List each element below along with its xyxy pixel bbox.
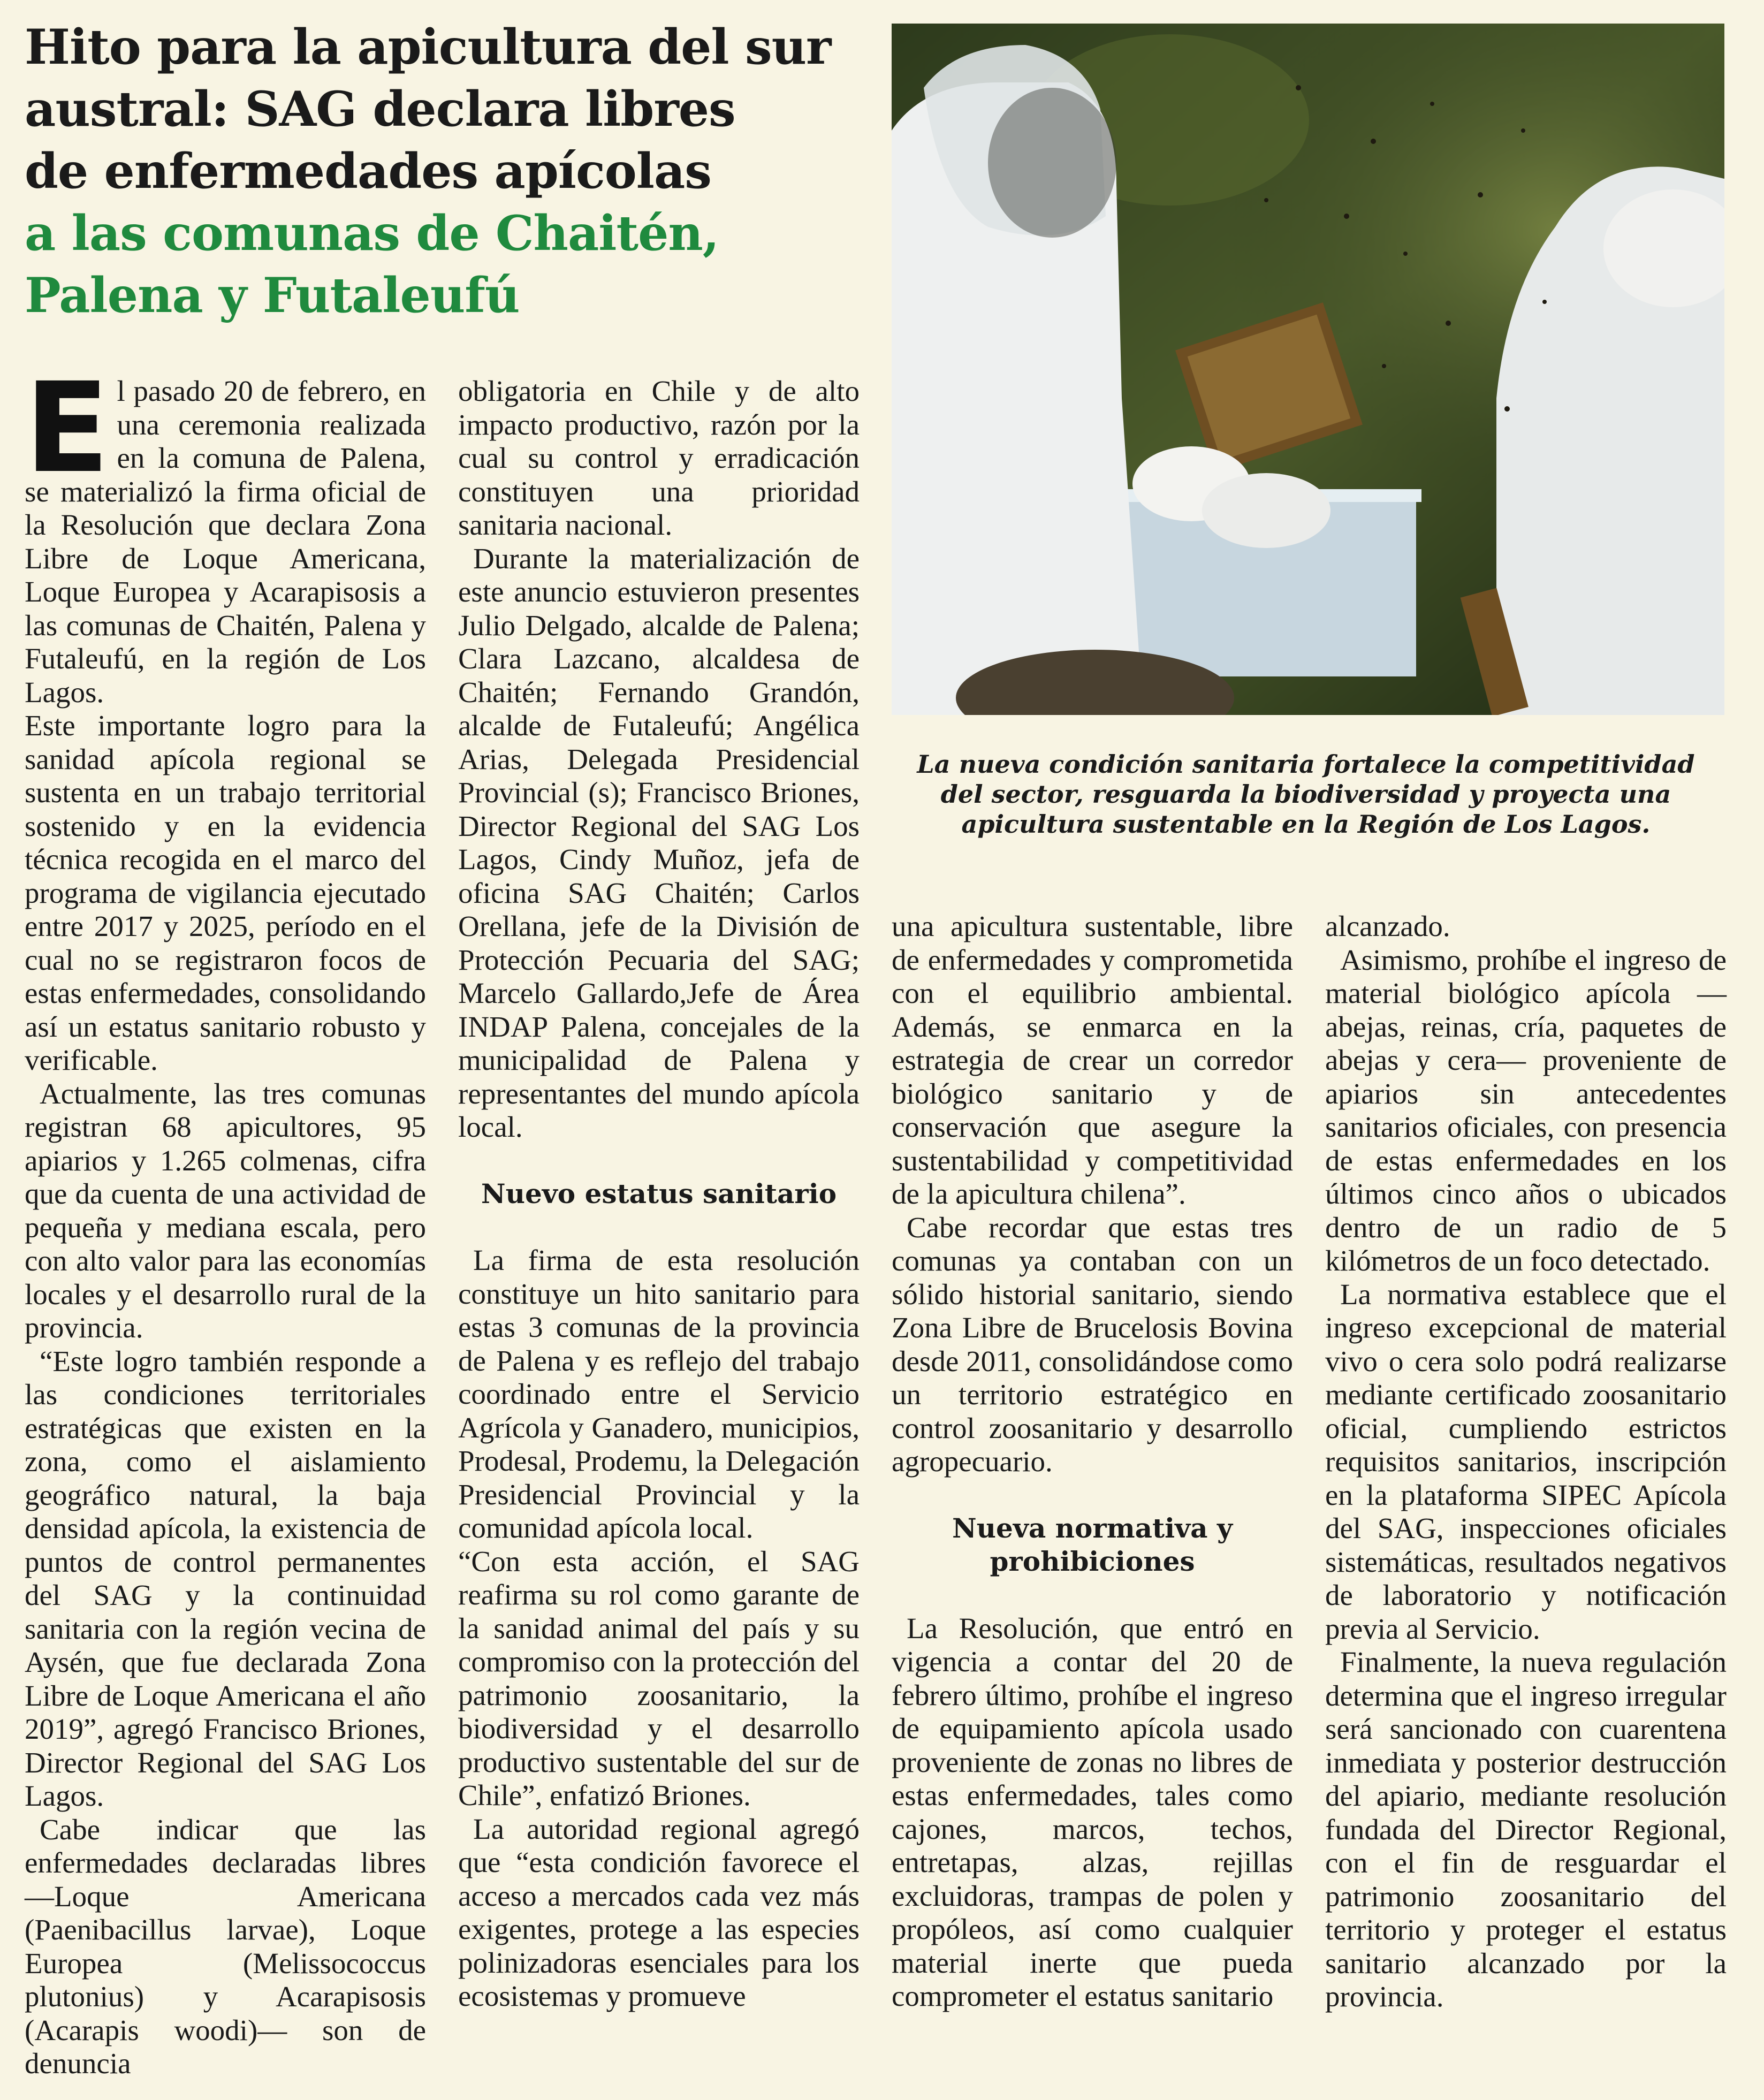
paragraph: alcanzado. [1325, 910, 1450, 942]
article-column-4 [1325, 910, 1727, 2014]
subheading-nuevo-estatus: Nuevo estatus sanitario [481, 1177, 837, 1209]
paragraph: La normativa establece que el ingreso excepcional de material vivo o cera solo podrá realizarse mediante certificado zoosanitario oficial, cumpliendo estrictos requisitos sanitarios, inscripción en la plataforma SIPEC Apícola del SAG, inspecciones oficiales sistemáticas, resultados negativos de laboratorio y notificación previa al Servicio. [1325, 1277, 1727, 1645]
paragraph: La firma de esta resolución constituye un hito sanitario para estas 3 comunas de la provincia de Palena y es reflejo del trabajo coordinado entre el Servicio Agrícola y Ganadero, municipios, Prodesal, Prodemu, la Delegación Presidencial Provincial y la comunidad apícola local. [458, 1244, 860, 1544]
paragraph: Cabe recordar que estas tres comunas ya contaban con un sólido historial sanitario, siendo Zona Libre de Brucelosis Bovina desde 2011, consolidándose como un territorio estratégico en control zoosanitario y desarrollo agropecuario. [892, 1211, 1293, 1478]
headline-line-5: Palena y Futaleufú [25, 267, 520, 324]
paragraph: Este importante logro para la sanidad apícola regional se sustenta en un trabajo territorial sostenido y en la evidencia técnica recogida en el marco del programa de vigilancia ejecutado entre 2017 y 2025, período en el cual no se registraron focos de estas enfermedades, consolidando así un estatus sanitario robusto y verificable. [25, 709, 426, 1076]
paragraph: Cabe indicar que las enfermedades declaradas libres —Loque Americana (Paenibacillus larvae), Loque Europea (Melissococcus plutonius) y Acarapisosis (Acarapis woodi)— son de denuncia [25, 1813, 426, 2080]
headline [25, 16, 860, 326]
lead-paragraph: El pasado 20 de febrero, en una ceremonia realizada en la comuna de Palena, se materializó la firma oficial de la Resolución que declara Zona Libre de Loque Americana, Loque Europea y Acarapisosis a las comunas de Chaitén, Palena y Futaleufú, en la región de Los Lagos. [25, 356, 426, 709]
paragraph: Asimismo, prohíbe el ingreso de material biológico apícola —abejas, reinas, cría, paquetes de abejas y cera— proveniente de apiarios sin antecedentes sanitarios oficiales, con presencia de estas enfermedades en los últimos cinco años o ubicados dentro de un radio de 5 kilómetros de un foco detectado. [1325, 943, 1727, 1277]
paragraph: La Resolución, que entró en vigencia a contar del 20 de febrero último, prohíbe el ingreso de equipamiento apícola usado proveniente de zonas no libres de estas enfermedades, tales como cajones, marcos, techos, entretapas, alzas, rejillas excluidoras, trampas de polen y propóleos, así como cualquier material inerte que pueda comprometer el estatus sanitario [892, 1611, 1293, 2012]
headline-line-4: a las comunas de Chaitén, [25, 205, 719, 262]
headline-line-1: Hito para la apicultura del sur [25, 19, 831, 75]
paragraph: una apicultura sustentable, libre de enfermedades y comprometida con el equilibrio ambiental. Además, se enmarca en la estrategia de crear un corredor biológico sanitario y de conservación que asegure la sustentabilidad y competitividad de la apicultura chilena”. [892, 910, 1293, 1210]
paragraph: Actualmente, las tres comunas registran 68 apicultores, 95 apiarios y 1.265 colmenas, cifra que da cuenta de una actividad de pequeña y mediana escala, pero con alto valor para las economías locales y el desarrollo rural de la provincia. [25, 1077, 426, 1344]
drop-cap: E [25, 356, 110, 500]
subheading-nueva-normativa: Nueva normativa y prohibiciones [952, 1512, 1233, 1577]
paragraph: obligatoria en Chile y de alto impacto productivo, razón por la cual su control y erradicación constituyen una prioridad sanitaria nacional. [458, 375, 860, 541]
paragraph: Durante la materialización de este anuncio estuvieron presentes Julio Delgado, alcalde de Palena; Clara Lazcano, alcaldesa de Chaitén; Fernando Grandón, alcalde de Futaleufú; Angélica Arias, Delegada Presidencial Provincial (s); Francisco Briones, Director Regional del SAG Los Lagos, Cindy Muñoz, jefa de oficina SAG Chaitén; Carlos Orellana, jefe de la División de Protección Pecuaria del SAG; Marcelo Gallardo,Jefe de Área INDAP Palena, concejales de la municipalidad de Palena y representantes del mundo apícola local. [458, 542, 860, 1143]
paragraph: “Este logro también responde a las condiciones territoriales estratégicas que existen en la zona, como el aislamiento geográfico natural, la baja densidad apícola, la existencia de puntos de control permanentes del SAG y la continuidad sanitaria con la región vecina de Aysén, que fue declarada Zona Libre de Loque Americana el año 2019”, agregó Francisco Briones, Director Regional del SAG Los Lagos. [25, 1344, 426, 1812]
paragraph: “Con esta acción, el SAG reafirma su rol como garante de la sanidad animal del país y su compromiso con la protección del patrimonio zoosanitario, la biodiversidad y el desarrollo productivo sustentable del sur de Chile”, enfatizó Briones. [458, 1544, 860, 1812]
article-column-3 [892, 910, 1293, 2013]
article-column-2 [458, 375, 860, 2013]
article-column-1 [25, 356, 426, 2081]
headline-line-2: austral: SAG declara libres [25, 81, 735, 138]
beekeepers-photo [892, 24, 1724, 715]
photo-caption: La nueva condición sanitaria fortalece la competitividad del sector, resguarda la biodiversidad y proyecta una apicultura sustentable en la Región de Los Lagos. [917, 750, 1695, 839]
paragraph: La autoridad regional agregó que “esta condición favorece el acceso a mercados cada vez más exigentes, protege a las especies polinizadoras esenciales para los ecosistemas y promueve [458, 1812, 860, 2012]
paragraph: Finalmente, la nueva regulación determina que el ingreso irregular será sancionado con cuarentena inmediata y posterior destrucción del apiario, mediante resolución fundada del Director Regional, con el fin de resguardar el patrimonio zoosanitario del territorio y proteger el estatus sanitario alcanzado por la provincia. [1325, 1646, 1727, 2013]
headline-line-3: de enfermedades apícolas [25, 143, 711, 200]
